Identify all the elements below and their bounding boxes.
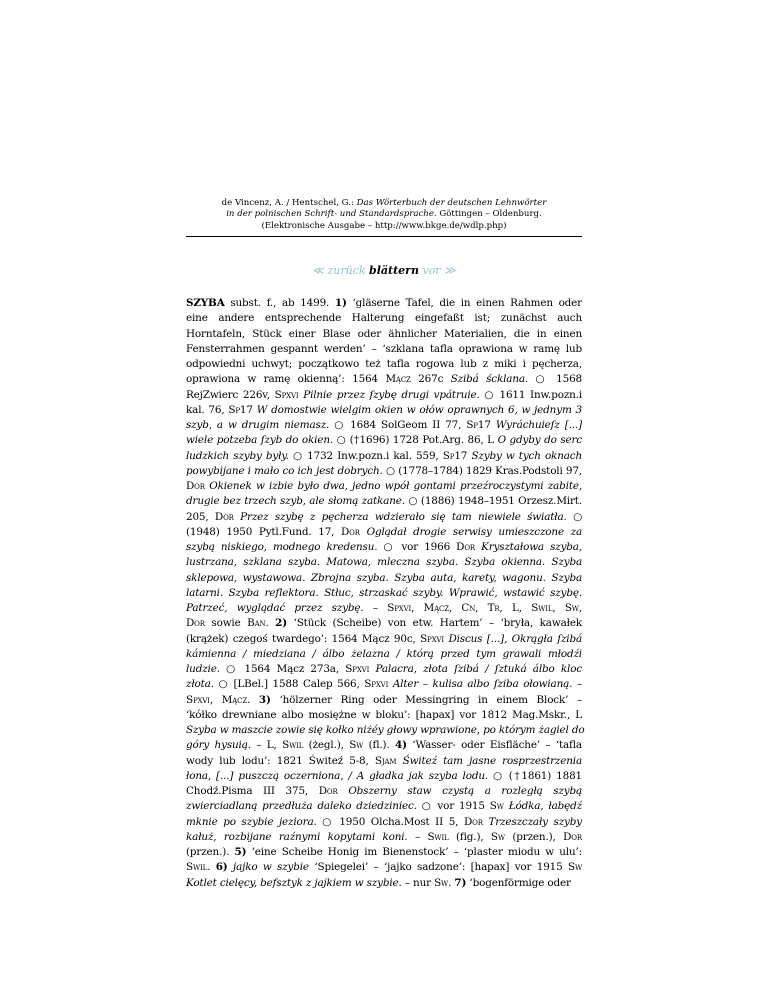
entry-line: szybą niskiego, modnego kredensu. ○ vor 1966 Dor Kryształowa szyba, — [186, 541, 583, 553]
source-abbreviation: Sp17 — [466, 419, 491, 431]
quotation-text: Szyba w maszcie zowie się kołko niżéy głowy wprawione, po którym żagiel do — [186, 724, 585, 736]
entry-line: Patrzeć, wyglądać przez szybę. – Spxvi, Mącz, Cn, Tr, L, Swil, Sw, — [186, 602, 582, 614]
entry-line: powybijane i mało co ich jest dobrych. ○ (1778–1784) 1829 Kras.Podstoli 97, — [186, 464, 582, 477]
entry-line — [186, 647, 582, 662]
header-divider — [186, 236, 582, 237]
quotation-text: kámienna / miedziana / álbo żelazna / którą przed tym grawali młodźi — [186, 647, 582, 660]
entry-line: ‘kółko drewniane albo mosiężne w bloku’: [hapax] vor 1812 Mag.Mskr., L — [186, 708, 582, 721]
entry-line: góry hysuią. – L, Swil (żegl.), Sw (fl.). 4) ‘Wasser- oder Eisfläche’ – ‘tafla — [186, 739, 582, 752]
entry-line: eine andere entsprechende Halterung eingefaßt ist; zunächst auch — [186, 312, 582, 325]
source-abbreviation: Sp17 — [228, 403, 253, 416]
quotation-text: zwierciadlaną przedłuża daleko dziedziniec. — [186, 800, 417, 813]
citation-title: Das Wörterbuch der deutschen Lehnwörter — [356, 198, 547, 208]
entry-line: szyb, a w drugim niemasz. ○ 1684 SolGeom II 77, Sp17 Wyráchuieſz [...] — [186, 419, 582, 431]
quotation-text: W domostwie wielgim okien w ołów oprawnych 6, w jednym 3 — [256, 403, 582, 416]
quotation-text: szybą niskiego, modnego kredensu. — [186, 541, 378, 553]
quotation-text: Obszerny staw czystą a rozległą szybą — [348, 785, 583, 797]
source-abbreviation: Swil — [186, 861, 208, 874]
entry-line: zwierciadlaną przedłuża daleko dziedziniec. ○ vor 1915 Sw Łódka, łabędź — [186, 800, 582, 813]
citation-url: (Elektronische Ausgabe – http://www.bkge.de/wdlp.php) — [261, 220, 507, 231]
entry-line: Kotlet cielęcy, befsztyk z jajkiem w szybie. – nur Sw. 7) ‘bogenförmige oder — [186, 876, 571, 889]
source-abbreviation: Spxvi — [364, 678, 389, 691]
entry-line — [186, 586, 582, 601]
quotation-text: Alter – kulisa albo ſziba ołowianą. — [392, 678, 573, 691]
quotation-text: Discus [...], Okrągła ſzibá — [448, 632, 582, 645]
quotation-text: Palacra, złota ſzibá / ſztuká álbo kloc — [375, 663, 583, 675]
entry-line: (krążek) czegoś twardego’: 1564 Mącz 90c, Spxvi Discus [...], Okrągła ſzibá — [186, 632, 582, 645]
source-abbreviation: Dor — [463, 815, 483, 828]
source-abbreviation: Sp17 — [442, 449, 468, 462]
source-abbreviation: Sw — [434, 876, 449, 889]
source-abbreviation: Swil — [282, 739, 304, 752]
entry-line: kal. 76, Sp17 W domostwie wielgim okien w ołów oprawnych 6, w jednym 3 — [186, 403, 582, 416]
source-abbreviation: Dor — [186, 617, 205, 630]
citation-title-cont: in der polnischen Schrift- und Standardsprache — [226, 209, 434, 220]
citation-line-1 — [186, 198, 582, 209]
source-abbreviation: Swil — [427, 830, 449, 843]
sense-number: 4) — [395, 739, 407, 752]
source-abbreviation: Dor — [341, 525, 360, 538]
entry-line: wody lub lodu’: 1821 Świteź 5-8, Sjam Świteź tam jasne rosprzestrzenia — [186, 754, 583, 767]
quotation-text: szyb, a w drugim niemasz. — [186, 419, 330, 431]
source-abbreviation: Mącz — [221, 693, 248, 706]
page-navigation — [186, 264, 582, 277]
source-abbreviation: Dor — [563, 830, 582, 843]
next-arrow-link[interactable]: ≫ — [444, 264, 456, 277]
sense-number: 6) — [215, 861, 228, 874]
entry-line: (1948) 1950 Pytl.Fund. 17, Dor Oglądał drogie serwisy umieszczone za — [186, 525, 582, 538]
forward-link[interactable]: vor — [422, 264, 441, 277]
quotation-text: ludzkich szyby były. — [186, 449, 289, 462]
dictionary-entry — [186, 296, 585, 891]
quotation-text: Wyráchuieſz [...] — [495, 419, 582, 431]
source-abbreviation: Spxvi — [345, 663, 370, 675]
source-abbreviation: Spxvi — [420, 632, 444, 645]
quotation-text: lustrzana, szklana szyba. Matowa, mleczna szyba. Szyba okienna. Szyba — [186, 556, 582, 569]
browse-label: blättern — [369, 264, 419, 277]
quotation-text: Pilnie przez ſzybę drugi vpátruie. — [303, 388, 480, 401]
entry-line: Fensterrahmen gespannt werden’ – ‘szklana tafla oprawiona w ramę lub — [186, 342, 582, 355]
entry-line — [186, 479, 582, 494]
sense-number: 2) — [275, 617, 288, 630]
source-abbreviation: Dor — [214, 510, 234, 523]
citation-publisher: . Göttingen – Oldenburg. — [433, 209, 542, 220]
source-abbreviation: Dor — [318, 785, 338, 797]
source-abbreviation: Dor — [186, 480, 205, 492]
quotation-text: O gdyby do serc — [497, 434, 583, 447]
source-abbreviation: Sw — [564, 602, 579, 614]
source-abbreviation: Spxvi — [387, 602, 412, 614]
source-abbreviation: Spxvi — [274, 388, 299, 401]
entry-line — [186, 555, 582, 570]
sense-number: 7) — [454, 876, 467, 889]
source-abbreviation: Sw — [490, 830, 505, 843]
quotation-text: Okienek w izbie było dwa, jedno wpół gontami przeźroczystymi zabite, — [209, 480, 583, 492]
entry-line — [186, 571, 582, 586]
entry-line: Swil. 6) jajko w szybie ‘Spiegelei’ – ‘jajko sadzone’: [hapax] vor 1915 Sw — [186, 861, 583, 874]
quotation-text: mknie po szybie jeziora. — [186, 815, 317, 828]
source-abbreviation: Ban — [247, 617, 266, 630]
prev-arrow-link[interactable]: ≪ — [312, 264, 324, 277]
sense-number: 3) — [258, 693, 271, 706]
quotation-text: Łódka, łabędź — [508, 800, 582, 813]
entry-line: (przen.). 5) ‘eine Scheibe Honig im Bienenstock’ – ‘plaster miodu w ulu’: — [186, 846, 582, 858]
source-abbreviation: Sw — [568, 861, 583, 874]
entry-line: odpowiedni uchwyt; początkowo też tafla rogowa lub z miki i pęcherza, — [186, 358, 582, 370]
entry-line: Horntafeln, Stück einer Blase oder ähnlicher Materialien, die in einen — [186, 327, 582, 340]
entry-line: ludzkich szyby były. ○ 1732 Inw.pozn.i kal. 559, Sp17 Szyby w tych oknach — [186, 449, 583, 462]
sense-number: 5) — [234, 846, 247, 858]
source-abbreviation: Sw — [489, 800, 504, 813]
quotation-text: Trzeszczały szyby — [488, 815, 582, 828]
entry-line: mknie po szybie jeziora. ○ 1950 Olcha.Most II 5, Dor Trzeszczały szyby — [186, 815, 582, 828]
entry-line: SZYBA subst. f., ab 1499. 1) ‘gläserne Tafel, die in einen Rahmen oder — [186, 297, 582, 309]
source-abbreviation: Mącz — [385, 373, 411, 386]
quotation-text: kałuż, rozbijane raźnymi kopytami koni. — [186, 830, 408, 843]
citation-header — [186, 198, 582, 232]
source-abbreviation: Sjam — [374, 754, 397, 767]
quotation-text: ludzie. — [186, 663, 220, 675]
entry-line: kałuż, rozbijane raźnymi kopytami koni. – Swil (fig.), Sw (przen.), Dor — [186, 830, 582, 843]
entry-line: łona, [...] puszczą oczerniona, / A gładka jak szyba lodu. ○ (†1861) 1881 — [186, 769, 582, 782]
sense-number: 1) — [334, 297, 347, 309]
back-link[interactable]: zurück — [327, 264, 366, 277]
source-abbreviation: Tr — [487, 602, 500, 614]
entry-line: RejZwierc 226v, Spxvi Pilnie przez ſzybę drugi vpátruie. ○ 1611 Inw.pozn.i — [186, 388, 583, 401]
source-abbreviation: Mącz — [423, 602, 449, 614]
entry-line — [186, 723, 585, 738]
quotation-text: Patrzeć, wyglądać przez szybę. — [186, 602, 364, 614]
quotation-text: góry hysuią. — [186, 739, 251, 752]
entry-line: oprawiona w ramę okienną’: 1564 Mącz 267c Szibá ścklana. ○ 1568 — [186, 373, 582, 386]
quotation-text: powybijane i mało co ich jest dobrych. — [186, 464, 383, 477]
quotation-text: złota. — [186, 678, 214, 691]
entry-line: Chodź.Pisma III 375, Dor Obszerny staw czystą a rozległą szybą — [186, 785, 583, 797]
quotation-text: jajko w szybie — [233, 861, 309, 874]
entry-line: Spxvi, Mącz. 3) ‘hölzerner Ring oder Messingring in einem Block’ – — [186, 693, 583, 706]
quotation-text: łona, [...] puszczą oczerniona, / A gładka jak szyba lodu. — [186, 769, 489, 782]
sense-number: SZYBA — [186, 297, 225, 309]
quotation-text: drugie bez trzech szyb, ale słomą zatkane. — [186, 495, 405, 508]
citation-authors: de Vincenz, A. / Hentschel, G.: — [221, 198, 357, 208]
entry-line: 205, Dor Przez szybę z pęcherza wdzierało się tam niewiele światła. ○ — [186, 510, 582, 523]
source-abbreviation: Swil — [531, 602, 553, 614]
source-abbreviation: Dor — [456, 541, 476, 553]
citation-line-2 — [186, 209, 582, 220]
entry-line: złota. ○ [LBel.] 1588 Calep 566, Spxvi Alter – kulisa albo ſziba ołowianą. – — [186, 678, 583, 691]
quotation-text: Kotlet cielęcy, befsztyk z jajkiem w szybie. — [186, 876, 402, 889]
entry-line: wiele potzeba ſzyb do okien. ○ (†1696) 1728 Pot.Arg. 86, L O gdyby do serc — [186, 434, 583, 447]
quotation-text: Szibá ścklana. — [450, 373, 529, 386]
entry-line: drugie bez trzech szyb, ale słomą zatkane. ○ (1886) 1948–1951 Orzesz.Mirt. — [186, 495, 582, 508]
source-abbreviation: Sw — [349, 739, 364, 752]
quotation-text: sklepowa, wystawowa. Zbrojna szyba. Szyba auta, karety, wagonu. Szyba — [186, 571, 582, 584]
quotation-text: Oglądał drogie serwisy umieszczone za — [366, 525, 582, 538]
quotation-text: wiele potzeba ſzyb do okien. — [186, 434, 334, 447]
source-abbreviation: Cn — [461, 602, 476, 614]
quotation-text: Szyby w tych oknach — [471, 449, 583, 462]
quotation-text: Przez szybę z pęcherza wdzierało się tam niewiele światła. — [240, 510, 567, 523]
entry-line: Dor sowie Ban. 2) ‘Stück (Scheibe) von etw. Hartem’ – ‘bryła, kawałek — [186, 617, 582, 630]
entry-line: ludzie. ○ 1564 Mącz 273a, Spxvi Palacra, złota ſzibá / ſztuká álbo kloc — [186, 663, 583, 675]
quotation-text: Świteź tam jasne rosprzestrzenia — [402, 754, 583, 767]
source-abbreviation: Spxvi — [186, 693, 210, 706]
quotation-text: Kryształowa szyba, — [481, 541, 583, 553]
quotation-text: latarni. Szyba reflektora. Stłuc, strzaskać szyby. Wprawić, wstawić szybę. — [186, 586, 582, 599]
